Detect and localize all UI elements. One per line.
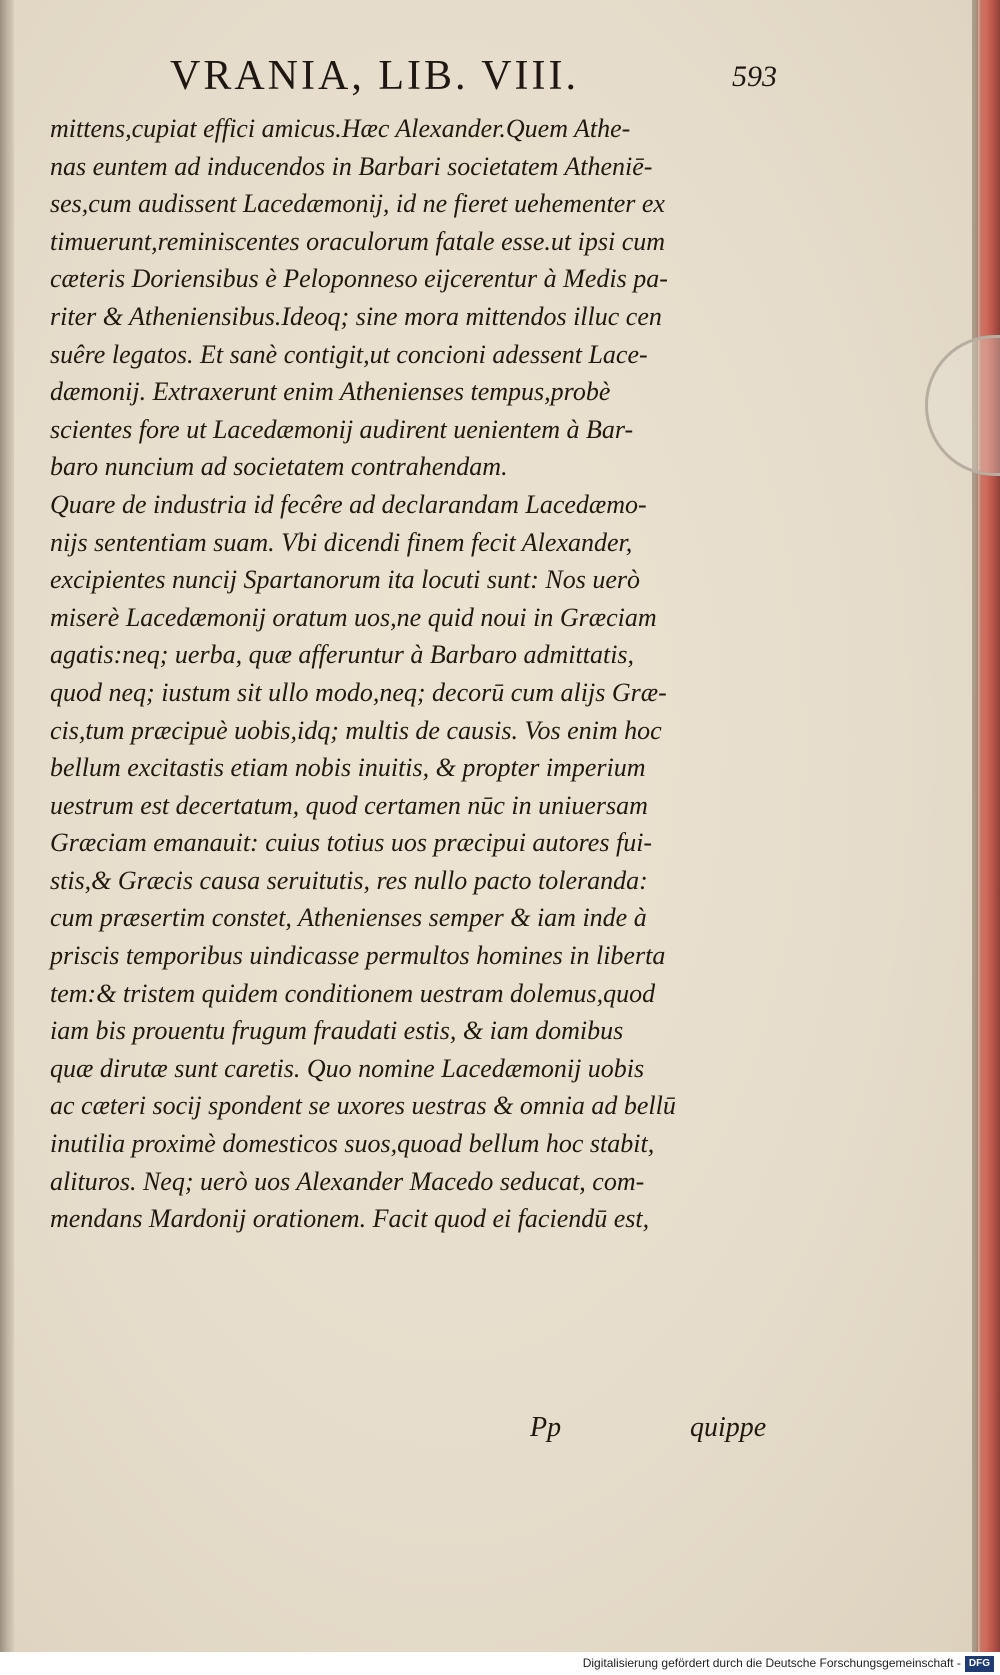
signature-mark: Pp [530, 1412, 562, 1443]
red-page-edge [978, 0, 1000, 1652]
text-line: Græciam emanauit: cuius totius uos præcipui autores fui- [50, 828, 653, 858]
text-line: ses,cum audissent Lacedæmonij, id ne fieret uehementer ex [50, 189, 665, 219]
text-line: baro nuncium ad societatem contrahendam. [50, 452, 508, 482]
text-line: Quare de industria id fecêre ad declarandam Lacedæmo- [50, 489, 647, 519]
text-line: dæmonij. Extraxerunt enim Athenienses tempus,probè [50, 377, 611, 407]
text-line: priscis temporibus uindicasse permultos homines in liberta [50, 941, 666, 971]
running-title: VRANIA, LIB. VIII. [170, 53, 580, 99]
dfg-logo: DFG [965, 1656, 994, 1672]
text-line: agatis:neq; uerba, quæ afferuntur à Barbaro admittatis, [50, 640, 635, 670]
text-line: mendans Mardonij orationem. Facit quod ei faciendū est, [50, 1204, 650, 1234]
catchword: quippe [690, 1412, 767, 1443]
text-line: excipientes nuncij Spartanorum ita locuti sunt: Nos uerò [50, 565, 640, 595]
text-line: nas euntem ad inducendos in Barbari societatem Atheniē- [50, 151, 653, 181]
text-line: suêre legatos. Et sanè contigit,ut concioni adessent Lace- [50, 339, 648, 369]
text-line: ac cæteri socij spondent se uxores uestras & omnia ad bellū [50, 1091, 676, 1121]
text-line: cis,tum præcipuè uobis,idq; multis de causis. Vos enim hoc [50, 715, 662, 745]
text-line: riter & Atheniensibus.Ideoq; sine mora mittendos illuc cen [50, 301, 662, 331]
text-line: cum præsertim constet, Athenienses semper & iam inde à [50, 903, 647, 933]
text-line: scientes fore ut Lacedæmonij audirent uenientem à Bar- [50, 414, 634, 444]
text-line: quod neq; iustum sit ullo modo,neq; decorū cum alijs Græ- [50, 677, 667, 707]
text-line: timuerunt,reminiscentes oraculorum fatale esse.ut ipsi cum [50, 226, 666, 256]
digitization-footer [0, 1652, 1000, 1675]
body-text [50, 110, 785, 1238]
text-line: nijs sententiam suam. Vbi dicendi finem fecit Alexander, [50, 527, 633, 557]
show-through-text [812, 195, 932, 285]
text-line: quæ dirutæ sunt caretis. Quo nomine Lacedæmonij uobis [50, 1053, 645, 1083]
text-line: tem:& tristem quidem conditionem uestram dolemus,quod [50, 978, 656, 1008]
text-line: uestrum est decertatum, quod certamen nūc in uniuersam [50, 790, 648, 820]
text-line: alituros. Neq; uerò uos Alexander Macedo seducat, com- [50, 1166, 645, 1196]
text-line: mittens,cupiat effici amicus.Hæc Alexander.Quem Athe- [50, 114, 631, 143]
text-line: inutilia proximè domesticos suos,quoad bellum hoc stabit, [50, 1129, 655, 1159]
text-line: miserè Lacedæmonij oratum uos,ne quid noui in Græciam [50, 602, 657, 632]
page-number: 593 [732, 60, 777, 93]
footer-credit: Digitalisierung gefördert durch die Deutsche Forschungsgemeinschaft - [582, 1656, 961, 1670]
text-line: iam bis prouentu frugum fraudati estis, & iam domibus [50, 1016, 624, 1046]
text-line: stis,& Græcis causa seruitutis, res nullo pacto toleranda: [50, 865, 648, 895]
text-line: bellum excitastis etiam nobis inuitis, & propter imperium [50, 753, 646, 783]
text-line: cæteris Doriensibus è Peloponneso eijcerentur à Medis pa- [50, 264, 668, 294]
